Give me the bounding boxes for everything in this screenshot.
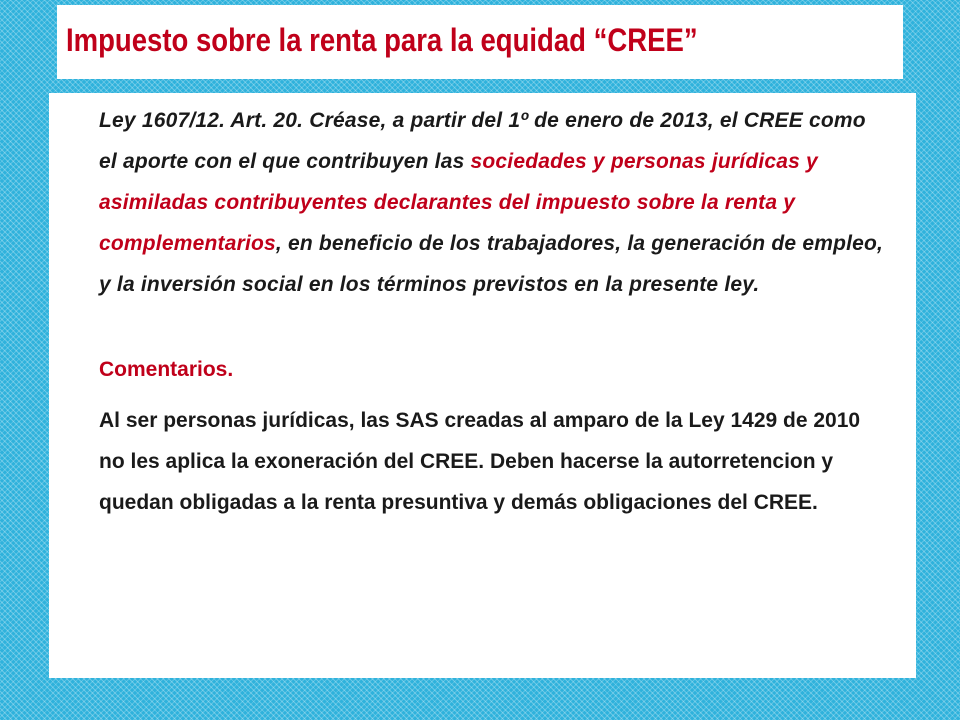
law-text-start: Ley 1607/12. Art. 20. Créase, a partir del 1º de enero de 2013, el CREE como el aporte con el que contribuyen las <box>99 109 866 173</box>
title-box <box>57 5 903 79</box>
law-paragraph <box>99 100 889 305</box>
content-box <box>49 93 916 678</box>
comments-paragraph: Al ser personas jurídicas, las SAS creadas al amparo de la Ley 1429 de 2010 no les aplica la exoneración del CREE. Deben hacerse la autorretencion y quedan obligadas a la renta presuntiva y demás obligaciones del CREE. <box>99 409 861 514</box>
law-text-end: , en beneficio de los trabajadores, la generación de empleo, y la inversión social en los términos previstos en la presente ley. <box>99 232 884 296</box>
comments-label: Comentarios. <box>99 358 234 381</box>
slide-title: Impuesto sobre la renta para la equidad “CREE” <box>66 22 698 58</box>
law-highlight: sociedades y personas jurídicas y asimiladas contribuyentes declarantes del impuesto sobre la renta y complementarios <box>99 150 818 255</box>
